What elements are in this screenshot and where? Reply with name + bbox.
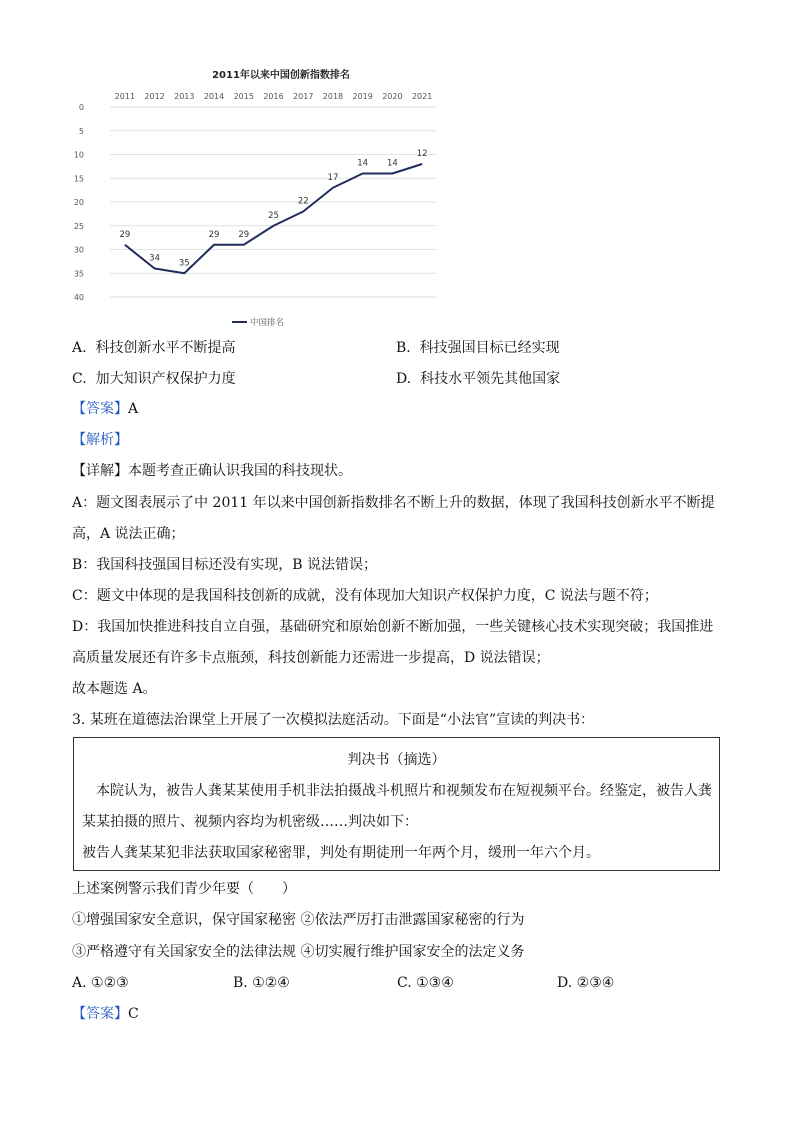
q2-option-d xyxy=(396,369,560,389)
option-text: ②③④ xyxy=(576,975,615,991)
option-text: 加大知识产权保护力度 xyxy=(95,371,236,387)
option-letter: A. xyxy=(72,340,87,356)
legend-label: 中国排名 xyxy=(250,318,285,328)
q3-option-c xyxy=(397,973,454,993)
data-label: 17 xyxy=(327,172,339,183)
x-tick-label: 2011 xyxy=(114,92,136,101)
q2-analysis-line: 高，A 说法正确； xyxy=(72,526,185,542)
q2-analysis-line: B：我国科技强国目标还没有实现，B 说法错误； xyxy=(72,557,378,573)
detail-tag: 【详解】 xyxy=(72,463,128,479)
option-text: 科技创新水平不断提高 xyxy=(95,340,236,356)
data-label: 25 xyxy=(268,210,279,221)
chart-title: 2011年以来中国创新指数排名 xyxy=(212,70,350,81)
judgment-title: 判决书（摘选） xyxy=(347,752,446,768)
q3-option-b xyxy=(233,973,290,993)
ranking-chart xyxy=(70,60,442,332)
q3-question: 上述案例警示我们青少年要（ ） xyxy=(72,881,296,897)
option-letter: B. xyxy=(233,975,248,991)
judgment-box xyxy=(73,737,720,871)
series-group xyxy=(119,149,427,273)
answer-tag: 【答案】 xyxy=(72,1006,128,1022)
q3-stem: 3. 某班在道德法治课堂上开展了一次模拟法庭活动。下面是“小法官”宣读的判决书： xyxy=(72,712,595,728)
q3-items-line: ①增强国家安全意识，保守国家秘密 ②依法严厉打击泄露国家秘密的行为 xyxy=(72,912,525,928)
option-text: ①②③ xyxy=(91,975,129,991)
y-tick-label: 40 xyxy=(73,293,84,302)
q2-option-c xyxy=(72,369,236,389)
option-letter: D. xyxy=(396,371,412,387)
judgment-line: 本院认为，被告人龚某某使用手机非法拍摄战斗机照片和视频发布在短视频平台。经鉴定，被告人龚 xyxy=(96,783,712,799)
q3-option-a xyxy=(72,973,129,993)
x-tick-label: 2020 xyxy=(382,92,403,101)
data-label: 12 xyxy=(416,149,428,159)
q2-analysis-line: A：题文图表展示了中 2011 年以来中国创新指数排名不断上升的数据，体现了我国科技创新水平不断提 xyxy=(72,495,715,511)
option-letter: C. xyxy=(397,975,412,991)
q2-option-a xyxy=(72,338,235,358)
option-text: 科技水平领先其他国家 xyxy=(420,371,561,387)
option-letter: A. xyxy=(72,975,87,991)
x-axis-ticks xyxy=(115,92,433,101)
x-tick-label: 2014 xyxy=(203,92,225,101)
x-tick-label: 2017 xyxy=(293,92,314,101)
option-text: ①②④ xyxy=(252,975,290,991)
y-tick-label: 5 xyxy=(78,126,84,136)
x-tick-label: 2021 xyxy=(411,92,433,101)
data-label: 35 xyxy=(178,258,190,269)
answer-tag: 【答案】 xyxy=(72,401,128,417)
x-tick-label: 2016 xyxy=(263,92,284,101)
data-label: 34 xyxy=(149,253,161,264)
data-label: 14 xyxy=(357,158,369,169)
option-letter: C. xyxy=(72,371,87,387)
judgment-line: 某某拍摄的照片、视频内容均为机密级……判决如下： xyxy=(82,814,418,830)
detail-text: 本题考查正确认识我国的科技现状。 xyxy=(128,463,352,479)
y-tick-label: 25 xyxy=(73,221,84,231)
chart-svg xyxy=(70,60,442,332)
data-label: 22 xyxy=(297,196,309,207)
q2-analysis-line: D：我国加快推进科技自立自强，基础研究和原始创新不断加强，一些关键核心技术实现突破；我国推进 xyxy=(72,619,714,635)
q2-analysis-line: C：题文中体现的是我国科技创新的成就，没有体现加大知识产权保护力度，C 说法与题不符； xyxy=(72,588,658,604)
option-letter: B. xyxy=(396,340,411,356)
x-tick-label: 2018 xyxy=(322,92,344,101)
q2-analysis-line: 故本题选 A。 xyxy=(72,681,157,697)
q2-analysis-tag: 【解析】 xyxy=(72,432,128,448)
y-tick-label: 20 xyxy=(73,198,84,207)
answer-value: A xyxy=(128,401,139,417)
y-tick-label: 10 xyxy=(73,150,84,160)
chart-legend xyxy=(232,317,284,328)
data-label: 14 xyxy=(386,158,398,169)
q3-items-line: ③严格遵守有关国家安全的法律法规 ④切实履行维护国家安全的法定义务 xyxy=(72,944,525,960)
q2-answer xyxy=(72,399,138,419)
option-letter: D. xyxy=(557,975,573,991)
x-tick-label: 2015 xyxy=(233,92,254,101)
q2-option-b xyxy=(396,338,560,358)
q3-answer xyxy=(72,1004,139,1024)
q3-option-d xyxy=(557,973,614,993)
x-tick-label: 2019 xyxy=(352,92,373,101)
q2-analysis-line: 高质量发展还有许多卡点瓶颈，科技创新能力还需进一步提高，D 说法错误； xyxy=(72,650,550,666)
y-tick-label: 30 xyxy=(73,245,84,255)
y-tick-label: 35 xyxy=(73,269,84,279)
option-text: 科技强国目标已经实现 xyxy=(419,340,560,356)
x-tick-label: 2013 xyxy=(174,92,195,101)
data-label: 29 xyxy=(208,229,220,240)
option-text: ①③④ xyxy=(416,975,454,991)
y-axis-ticks xyxy=(74,103,84,302)
y-tick-label: 15 xyxy=(73,174,84,184)
x-tick-label: 2012 xyxy=(144,92,165,101)
answer-value: C xyxy=(128,1006,139,1022)
judgment-line: 被告人龚某某犯非法获取国家秘密罪，判处有期徒刑一年两个月，缓刑一年六个月。 xyxy=(82,845,600,861)
data-label: 29 xyxy=(119,229,131,240)
q2-detail xyxy=(72,461,352,481)
data-label: 29 xyxy=(238,229,250,240)
y-tick-label: 0 xyxy=(78,103,84,112)
